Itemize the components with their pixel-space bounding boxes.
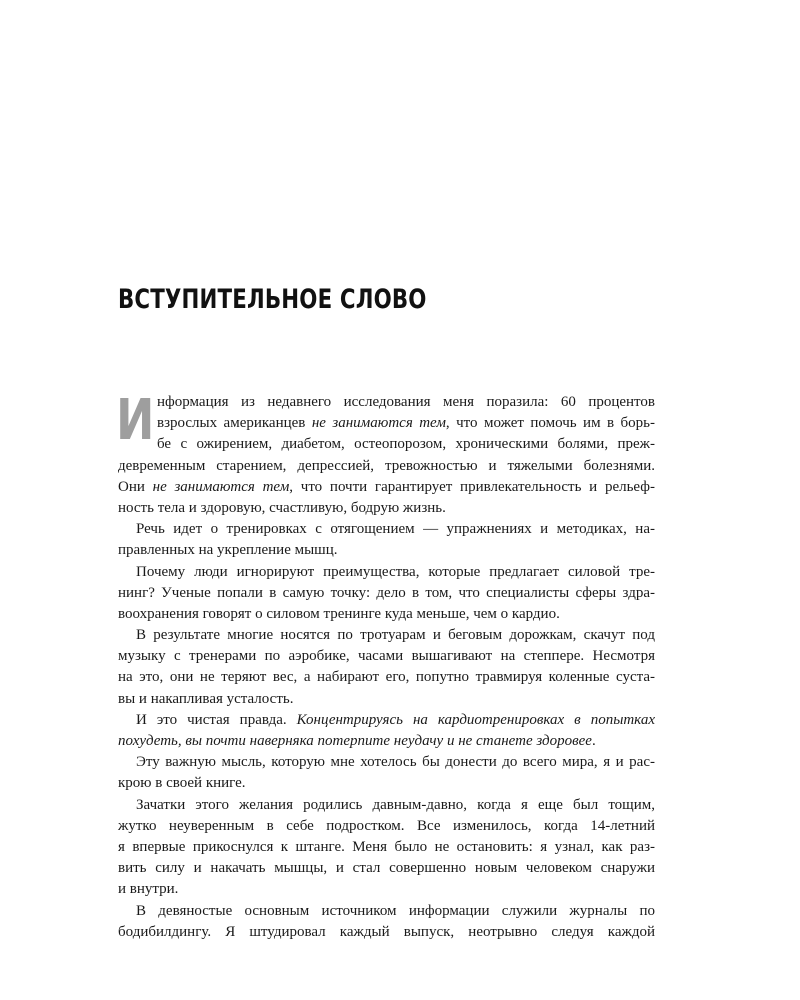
italic-text: не занимаются тем: [152, 478, 290, 495]
text-line: [118, 498, 655, 519]
italic-text: не занимаются тем: [311, 415, 446, 432]
text-run: И это чистая правда.: [136, 711, 297, 728]
text-line: [118, 879, 655, 900]
text-run: я впервые прикоснулся к штанге. Меня было не остановить: я узнал, как раз-: [118, 838, 655, 855]
text-line: [118, 477, 655, 498]
text-line: [118, 583, 655, 604]
text-line: [118, 795, 655, 816]
text-line: [118, 604, 655, 625]
text-line: [118, 922, 655, 943]
text-run: вить силу и накачать мышцы, и стал совершенно новым человеком снаружи: [118, 860, 655, 877]
text-run: жутко неуверенным в себе подростком. Все изменилось, когда 14-летний: [118, 817, 655, 834]
text-run: бе с ожирением, диабетом, остеопорозом, хроническими болями, преж-: [157, 436, 655, 453]
text-run: , что может помочь им в борь-: [445, 415, 656, 432]
text-run: В девяностые основным источником информации служили журналы по: [136, 902, 655, 919]
chapter-title: ВСТУПИТЕЛЬНОЕ СЛОВО: [118, 284, 427, 315]
text-line: [118, 816, 655, 837]
text-run: Зачатки этого желания родились давным-давно, когда я еще был тощим,: [136, 796, 655, 813]
text-line: [118, 689, 655, 710]
text-run: Эту важную мысль, которую мне хотелось бы донести до всего мира, я и рас-: [136, 754, 655, 771]
text-line: [118, 858, 655, 879]
text-line: [118, 562, 655, 583]
text-run: Почему люди игнорируют преимущества, которые предлагает силовой тре-: [136, 563, 655, 580]
text-run: правленных на укрепление мышц.: [118, 542, 338, 559]
text-run: воохранения говорят о силовом тренинге куда меньше, чем о кардио.: [118, 605, 560, 622]
text-run: .: [591, 733, 596, 749]
text-line: [118, 752, 655, 773]
text-run: музыку с тренерами по аэробике, часами вышагивают на степпере. Несмотря: [118, 648, 655, 665]
text-line: [118, 773, 655, 794]
text-run: нинг? Ученые попали в самую точку: дело в том, что специалисты сферы здра-: [118, 584, 655, 601]
text-run: крою в своей книге.: [118, 775, 246, 792]
text-line: [118, 667, 655, 688]
text-line: [118, 392, 655, 413]
text-line: [118, 646, 655, 667]
text-run: Они: [118, 478, 153, 495]
text-run: вы и накапливая усталость.: [118, 690, 294, 707]
chapter-body: [116, 388, 656, 943]
drop-cap-letter: И: [116, 388, 155, 453]
text-line: [118, 456, 655, 477]
text-run: бодибилдингу. Я штудировал каждый выпуск, неотрывно следуя каждой: [118, 923, 655, 940]
text-run: нформация из недавнего исследования меня поразила: 60 процентов: [157, 394, 655, 410]
text-line: [118, 710, 655, 731]
text-run: , что почти гарантирует привлекательность и рельеф-: [289, 478, 655, 495]
text-line: [118, 434, 655, 455]
text-run: В результате многие носятся по тротуарам и беговым дорожкам, скачут под: [136, 627, 655, 644]
text-run: взрослых американцев: [157, 415, 312, 432]
text-line: [118, 837, 655, 858]
text-line: [118, 625, 655, 646]
text-line: [118, 540, 655, 561]
text-run: и внутри.: [118, 881, 179, 898]
italic-text: похудеть, вы почти наверняка потерпите неудачу и не станете здоровее: [118, 733, 592, 749]
text-run: на это, они не теряют вес, а набирают его, попутно травмируя коленные суста-: [118, 669, 655, 686]
text-line: [118, 901, 655, 922]
text-run: ность тела и здоровую, счастливую, бодрую жизнь.: [118, 499, 446, 516]
text-line: [118, 519, 655, 540]
text-run: девременным старением, депрессией, тревожностью и тяжелыми болезнями.: [118, 457, 655, 474]
text-line: [118, 731, 655, 752]
italic-text: Концентрируясь на кардиотренировках в попытках: [296, 711, 655, 728]
text-run: Речь идет о тренировках с отягощением — упражнениях и методиках, на-: [136, 521, 655, 538]
text-line: [118, 413, 655, 434]
